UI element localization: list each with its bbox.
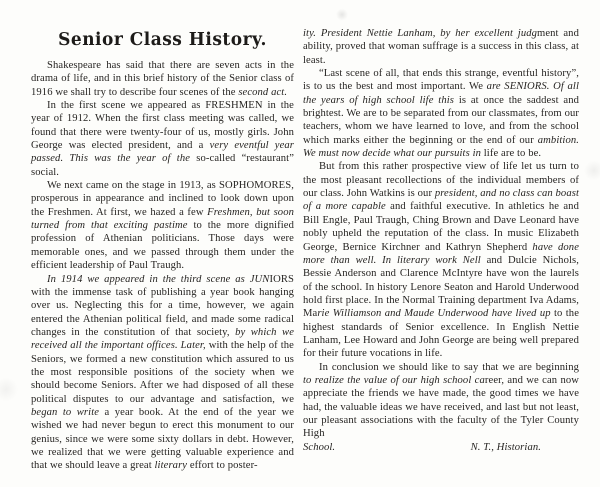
text-segment: ambition. We must now decide what our pursuits in bbox=[303, 134, 579, 160]
paragraph bbox=[303, 160, 579, 360]
text-segment: In 1914 we appeared in the third scene as JUN bbox=[47, 273, 270, 285]
text-segment: rie Williamson and Maude Underwood have lived up bbox=[317, 308, 554, 320]
paragraph bbox=[31, 99, 294, 179]
text-segment: very eventful year passed. This was the year of the bbox=[31, 140, 294, 165]
text-segment: In conclusion we should like to say that we are beginning bbox=[319, 361, 579, 373]
text-segment: and faithful executive. In athletics he and Bill Engle, Paul Traugh, Ching Brown and Dave Leonard have nobly upheld the reputation of the class. In music Elizabeth George, Bernice Kirchner and Kathryn Shepherd bbox=[303, 201, 579, 253]
text-segment: a year book. At the end of the year we wished we had never begun to erect this monument to our genius, since we were some sixty dollars in debt. However, we realized that we were getting valuable experience and that we should leave a great bbox=[31, 406, 294, 472]
text-segment: We next came on the stage in 1913, as SOPHOMORES, prosperous in appearance and inclined to look down upon the Freshmen. At first, we hazed a few bbox=[31, 180, 294, 218]
text-segment: But from this rather prospective view of life let us turn to the most pleasant recollections of the individual members of our class. John Watkins is our bbox=[303, 161, 579, 200]
paragraph bbox=[31, 273, 294, 473]
text-segment: effort to poster- bbox=[189, 460, 258, 472]
text-segment: began to write bbox=[31, 406, 105, 418]
text-segment: so-called “restaurant” social. bbox=[31, 153, 294, 178]
paragraph bbox=[31, 179, 294, 272]
page-title: Senior Class History. bbox=[58, 29, 267, 51]
text-segment: is at once the saddest and brightest. We are to be separated from our classmates, from our teachers, whom we have learned to love, and from the school which marks either the beginning or the end of our bbox=[303, 94, 580, 146]
text-segment: ity. President Nettie Lanham, by her excellent judg bbox=[303, 28, 538, 39]
text-segment: with the help of the Seniors, we formed a new constitution which assured to us the most responsible positions of the society when we should become Seniors. After we had disposed of all these political disputes to our advantage and satisfaction, we bbox=[31, 340, 294, 405]
text-segment: have done more than well. In literary work Nell bbox=[303, 241, 580, 266]
text-segment: “Last scene of all, that ends this strange, eventful history”, is to us the best and most important. We bbox=[303, 68, 579, 93]
text-segment: to the highest standards of Senior excellence. In English Nettie Lanham, Lee Howard and John George are being well prepared for their future vocations in life. bbox=[303, 308, 579, 360]
text-segment: literary bbox=[154, 460, 190, 472]
paragraph bbox=[303, 27, 579, 67]
paragraph bbox=[303, 67, 579, 160]
historian-signature: N. T., Historian. bbox=[470, 441, 541, 453]
paragraph bbox=[303, 361, 579, 441]
text-segment: to realize the value of our high school ca bbox=[303, 374, 485, 386]
text-segment: Shakespeare has said that there are seven acts in the drama of life, and in this brief history of the Senior class of 1916 we shall try to describe four scenes of the bbox=[31, 60, 294, 98]
closing-line bbox=[303, 441, 579, 454]
paragraph bbox=[31, 59, 294, 99]
text-segment: are SENIORS. Of all the years of high school life this bbox=[303, 81, 579, 106]
text-segment: second act. bbox=[238, 86, 288, 98]
text-segment: to the more dignified profession of Athenian politicians. Those days were memorable ones, and we passed through them under the efficient leadership of Paul Traugh. bbox=[31, 220, 295, 272]
text-segment: president, and no class can boast of a more capable bbox=[303, 188, 579, 213]
left-column bbox=[31, 30, 294, 473]
text-segment: and Dulcie Nichols, Bessie Anderson and Clarence McIntyre have won the laurels of the school. In history Lenore Seaton and Harold Underwood hold first place. In the Normal Training department Iva Adams, Ma bbox=[303, 254, 579, 320]
right-column bbox=[303, 27, 579, 454]
text-segment: reer, and we can now appreciate the friends we have made, the good times we have had, the valuable ideas we have received, and last but not least, our pleasant associations with the faculty of the Tyler County High bbox=[303, 374, 580, 440]
text-segment: ment and ability, proved that woman suffrage is a success in this class, at least. bbox=[303, 28, 579, 66]
text-segment: by which we received all the important offices. Later, bbox=[31, 326, 295, 352]
text-segment: In the first scene we appeared as FRESHMEN in the year of 1912. When the first class meeting was called, we found that there were twenty-four of us, mostly girls. John George was elected president, and a bbox=[31, 100, 294, 152]
text-segment: life are to be. bbox=[483, 148, 542, 160]
closing-word: School. bbox=[303, 441, 336, 453]
text-segment: Freshmen, but soon turned from that exciting pastime bbox=[31, 206, 294, 232]
text-segment: IORS with the immense task of publishing a year book hanging over us. Neglecting this for a time, however, we again entered the Athenian political field, and made some radical changes in the constitution of that society, bbox=[31, 273, 294, 338]
